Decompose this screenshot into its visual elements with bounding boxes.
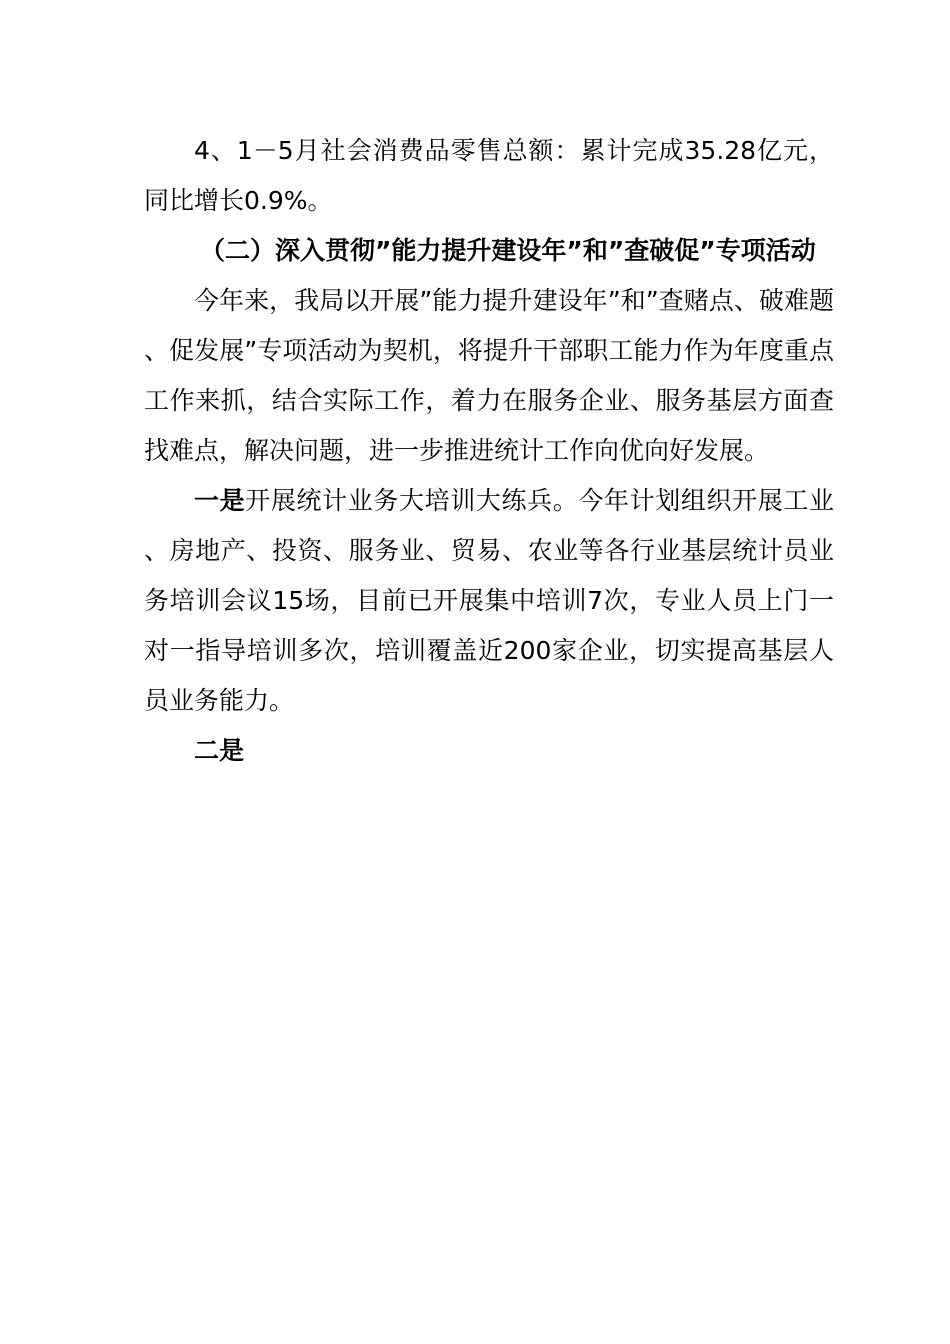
point-lead: 一是 [194,486,246,515]
section-heading-text: （二）深入贯彻”能力提升建设年”和”查破促”专项活动 [200,236,816,265]
paragraph-retail-sales [144,126,834,226]
document-body [144,126,834,776]
paragraph-point-two [144,726,834,776]
paragraph-intro [144,276,834,476]
paragraph-text: 今年来，我局以开展”能力提升建设年”和”查赌点、破难题、促发展”专项活动为契机，将提升干部职工能力作为年度重点工作来抓，结合实际工作，着力在服务企业、服务基层方面查找难点，解决问题，进一步推进统计工作向优向好发展。 [144,286,834,465]
point-lead: 二是 [194,736,245,765]
section-heading [144,226,834,276]
paragraph-point-one [144,476,834,726]
paragraph-text: 开展统计业务大培训大练兵。今年计划组织开展工业、房地产、投资、服务业、贸易、农业等各行业基层统计员业务培训会议15场，目前已开展集中培训7次，专业人员上门一对一指导培训多次，培训覆盖近200家企业，切实提高基层人员业务能力。 [144,486,834,715]
paragraph-text: 4、1－5月社会消费品零售总额：累计完成35.28亿元，同比增长0.9%。 [144,136,834,215]
